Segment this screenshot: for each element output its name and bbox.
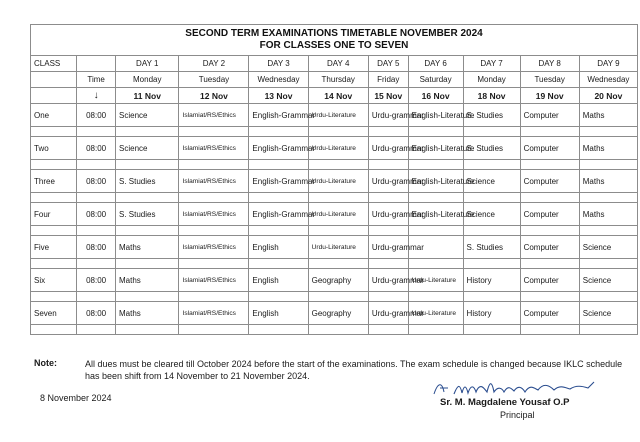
subject-cell: English (249, 302, 308, 325)
spacer-cell (520, 259, 579, 269)
subject-cell: Science (116, 137, 179, 160)
subject-cell: Science (463, 170, 520, 193)
spacer-cell (308, 193, 368, 203)
note-text: All dues must be cleared till October 2024 before the start of the examinations. The exam schedule is changed because IKLC schedule has been shift from 14 November to 21 November 2024. (85, 359, 623, 381)
spacer-cell (368, 160, 408, 170)
subject-cell: Science (463, 203, 520, 226)
signatory-title: Principal (500, 410, 535, 420)
subject-cell: Islamiat/RS/Ethics (179, 302, 249, 325)
time-cell: 08:00 (77, 236, 116, 259)
spacer-cell (579, 193, 637, 203)
spacer-cell (368, 193, 408, 203)
time-header-blank (77, 56, 116, 72)
spacer-cell (308, 259, 368, 269)
class-cell: Seven (31, 302, 77, 325)
row-spacer (31, 127, 638, 137)
day-header: DAY 7 (463, 56, 520, 72)
table-row (31, 137, 638, 160)
spacer-cell (249, 325, 308, 335)
subject-cell: Maths (116, 269, 179, 292)
weekday-header: Thursday (308, 72, 368, 88)
spacer-cell (116, 325, 179, 335)
spacer-cell (31, 292, 77, 302)
subject-cell: Computer (520, 203, 579, 226)
spacer-cell (31, 193, 77, 203)
spacer-cell (408, 226, 463, 236)
subject-cell: English-Grammar (249, 104, 308, 127)
subject-cell: English-Literature (408, 170, 463, 193)
subject-cell: Computer (520, 104, 579, 127)
spacer-cell (116, 160, 179, 170)
subject-cell: Maths (579, 170, 637, 193)
subject-cell: Urdu-grammar (368, 302, 408, 325)
spacer-cell (520, 193, 579, 203)
spacer-cell (463, 160, 520, 170)
subject-cell: Science (116, 104, 179, 127)
spacer-cell (520, 226, 579, 236)
subject-cell: Urdu-grammar (368, 170, 408, 193)
time-header: Time (77, 72, 116, 88)
class-cell: Five (31, 236, 77, 259)
subject-cell: English (249, 236, 308, 259)
subject-cell: Urdu-grammar (368, 104, 408, 127)
spacer-cell (179, 325, 249, 335)
weekday-header: Tuesday (179, 72, 249, 88)
subject-cell: English (249, 269, 308, 292)
weekday-header: Wednesday (249, 72, 308, 88)
subject-cell: Urdu-Literature (308, 203, 368, 226)
class-cell: Four (31, 203, 77, 226)
spacer-cell (308, 325, 368, 335)
spacer-cell (308, 160, 368, 170)
table-row (31, 269, 638, 292)
spacer-cell (179, 160, 249, 170)
class-cell: Six (31, 269, 77, 292)
subject-cell: Science (579, 302, 637, 325)
spacer-cell (31, 226, 77, 236)
spacer-cell (463, 193, 520, 203)
subject-cell: Urdu-grammar (368, 137, 408, 160)
subject-cell: History (463, 302, 520, 325)
subject-cell: Geography (308, 269, 368, 292)
table-row (31, 104, 638, 127)
spacer-cell (249, 193, 308, 203)
row-spacer (31, 193, 638, 203)
subject-cell: Geography (308, 302, 368, 325)
table-row (31, 170, 638, 193)
day-header: DAY 6 (408, 56, 463, 72)
spacer-cell (408, 160, 463, 170)
subject-cell: S. Studies (116, 203, 179, 226)
spacer-cell (463, 292, 520, 302)
subject-cell: Islamiat/RS/Ethics (179, 203, 249, 226)
row-spacer (31, 259, 638, 269)
spacer-cell (77, 292, 116, 302)
subject-cell: Islamiat/RS/Ethics (179, 137, 249, 160)
spacer-cell (77, 160, 116, 170)
row-spacer (31, 160, 638, 170)
subject-cell: Islamiat/RS/Ethics (179, 170, 249, 193)
spacer-cell (31, 127, 77, 137)
spacer-cell (408, 325, 463, 335)
date-header: 15 Nov (368, 88, 408, 104)
subject-cell: Urdu-Literature (308, 104, 368, 127)
day-header: DAY 8 (520, 56, 579, 72)
time-cell: 08:00 (77, 104, 116, 127)
subject-cell: Computer (520, 236, 579, 259)
subject-cell: Islamiat/RS/Ethics (179, 269, 249, 292)
spacer-cell (116, 226, 179, 236)
spacer-cell (408, 127, 463, 137)
subject-cell: S. Studies (463, 236, 520, 259)
subject-cell: Maths (116, 302, 179, 325)
arrow-down-icon: ↓ (93, 90, 99, 101)
subject-cell: English-Grammar (249, 137, 308, 160)
spacer-cell (249, 292, 308, 302)
spacer-cell (31, 160, 77, 170)
spacer-cell (249, 160, 308, 170)
day-header: DAY 1 (116, 56, 179, 72)
spacer-cell (179, 292, 249, 302)
subject-cell: Maths (579, 203, 637, 226)
spacer-cell (31, 259, 77, 269)
day-header: DAY 3 (249, 56, 308, 72)
date-header: 13 Nov (249, 88, 308, 104)
spacer-cell (308, 226, 368, 236)
time-cell: 08:00 (77, 137, 116, 160)
spacer-cell (463, 259, 520, 269)
note-label: Note: (34, 358, 57, 368)
spacer-cell (116, 292, 179, 302)
subject-cell: Computer (520, 269, 579, 292)
spacer-cell (520, 127, 579, 137)
class-header-blank (31, 72, 77, 88)
date-header: 16 Nov (408, 88, 463, 104)
spacer-cell (77, 226, 116, 236)
subject-cell: English-Grammar (249, 170, 308, 193)
class-cell: Two (31, 137, 77, 160)
spacer-cell (116, 127, 179, 137)
spacer-cell (579, 325, 637, 335)
date-header: 20 Nov (579, 88, 637, 104)
timetable-title (31, 25, 638, 56)
subject-cell: Urdu-Literature (308, 236, 368, 259)
time-cell: 08:00 (77, 203, 116, 226)
spacer-cell (520, 160, 579, 170)
subject-cell: English-Grammar (249, 203, 308, 226)
class-cell: Three (31, 170, 77, 193)
weekday-header: Saturday (408, 72, 463, 88)
weekday-header: Tuesday (520, 72, 579, 88)
subject-cell: Urdu-Literature (308, 170, 368, 193)
subject-cell: Science (579, 269, 637, 292)
spacer-cell (463, 127, 520, 137)
subject-cell: Science (579, 236, 637, 259)
spacer-cell (31, 325, 77, 335)
spacer-cell (520, 292, 579, 302)
day-header: DAY 5 (368, 56, 408, 72)
spacer-cell (368, 226, 408, 236)
subject-cell: English-Literature (408, 203, 463, 226)
timetable-table (30, 24, 638, 335)
class-header: CLASS (31, 56, 77, 72)
document-date: 8 November 2024 (40, 393, 112, 403)
spacer-cell (579, 127, 637, 137)
subject-cell: Computer (520, 137, 579, 160)
subject-cell: Islamiat/RS/Ethics (179, 236, 249, 259)
spacer-cell (463, 325, 520, 335)
spacer-cell (77, 193, 116, 203)
spacer-cell (463, 226, 520, 236)
table-row (31, 302, 638, 325)
spacer-cell (579, 292, 637, 302)
spacer-cell (408, 292, 463, 302)
subject-cell: Computer (520, 302, 579, 325)
table-row (31, 203, 638, 226)
table-row (31, 236, 638, 259)
spacer-cell (179, 193, 249, 203)
weekday-header: Wednesday (579, 72, 637, 88)
spacer-cell (308, 127, 368, 137)
row-spacer (31, 292, 638, 302)
time-cell: 08:00 (77, 170, 116, 193)
time-cell: 08:00 (77, 269, 116, 292)
subject-cell: Urdu-Literature (408, 302, 463, 325)
day-header: DAY 9 (579, 56, 637, 72)
spacer-cell (408, 259, 463, 269)
spacer-cell (579, 160, 637, 170)
spacer-cell (249, 259, 308, 269)
date-header: 14 Nov (308, 88, 368, 104)
spacer-cell (579, 226, 637, 236)
spacer-cell (520, 325, 579, 335)
subject-cell: S. Studies (116, 170, 179, 193)
subject-cell: Maths (579, 137, 637, 160)
day-header: DAY 4 (308, 56, 368, 72)
date-header: 19 Nov (520, 88, 579, 104)
row-spacer (31, 325, 638, 335)
spacer-cell (179, 259, 249, 269)
row-spacer (31, 226, 638, 236)
subject-cell: Islamiat/RS/Ethics (179, 104, 249, 127)
header-weekday-row (31, 72, 638, 88)
spacer-cell (179, 226, 249, 236)
weekday-header: Monday (463, 72, 520, 88)
title-line-1: SECOND TERM EXAMINATIONS TIMETABLE NOVEMBER 2024 (185, 28, 483, 39)
weekday-header: Monday (116, 72, 179, 88)
date-header: 18 Nov (463, 88, 520, 104)
title-line-2: FOR CLASSES ONE TO SEVEN (259, 40, 409, 51)
spacer-cell (368, 292, 408, 302)
day-header: DAY 2 (179, 56, 249, 72)
weekday-header: Friday (368, 72, 408, 88)
header-date-row (31, 88, 638, 104)
class-date-blank (31, 88, 77, 104)
spacer-cell (368, 127, 408, 137)
subject-cell: Urdu-Literature (408, 269, 463, 292)
date-header: 12 Nov (179, 88, 249, 104)
subject-cell: Urdu-Literature (308, 137, 368, 160)
subject-cell: Maths (579, 104, 637, 127)
spacer-cell (77, 325, 116, 335)
subject-cell: English-Literature (408, 137, 463, 160)
subject-cell: Urdu-grammar (368, 203, 408, 226)
date-header: 11 Nov (116, 88, 179, 104)
spacer-cell (249, 127, 308, 137)
spacer-cell (408, 193, 463, 203)
spacer-cell (77, 259, 116, 269)
subject-cell: English-Literature (408, 104, 463, 127)
subject-cell: S. Studies (463, 137, 520, 160)
spacer-cell (368, 259, 408, 269)
subject-cell: Urdu-grammar (368, 269, 408, 292)
subject-cell: Computer (520, 170, 579, 193)
class-cell: One (31, 104, 77, 127)
spacer-cell (368, 325, 408, 335)
spacer-cell (116, 193, 179, 203)
spacer-cell (77, 127, 116, 137)
time-cell: 08:00 (77, 302, 116, 325)
subject-cell: Urdu-grammar (368, 236, 408, 259)
signatory-name: Sr. M. Magdalene Yousaf O.P (440, 397, 570, 408)
header-days-row (31, 56, 638, 72)
subject-cell: Maths (116, 236, 179, 259)
subject-cell: S. Studies (463, 104, 520, 127)
spacer-cell (308, 292, 368, 302)
spacer-cell (179, 127, 249, 137)
subject-cell: History (463, 269, 520, 292)
spacer-cell (116, 259, 179, 269)
spacer-cell (579, 259, 637, 269)
spacer-cell (249, 226, 308, 236)
